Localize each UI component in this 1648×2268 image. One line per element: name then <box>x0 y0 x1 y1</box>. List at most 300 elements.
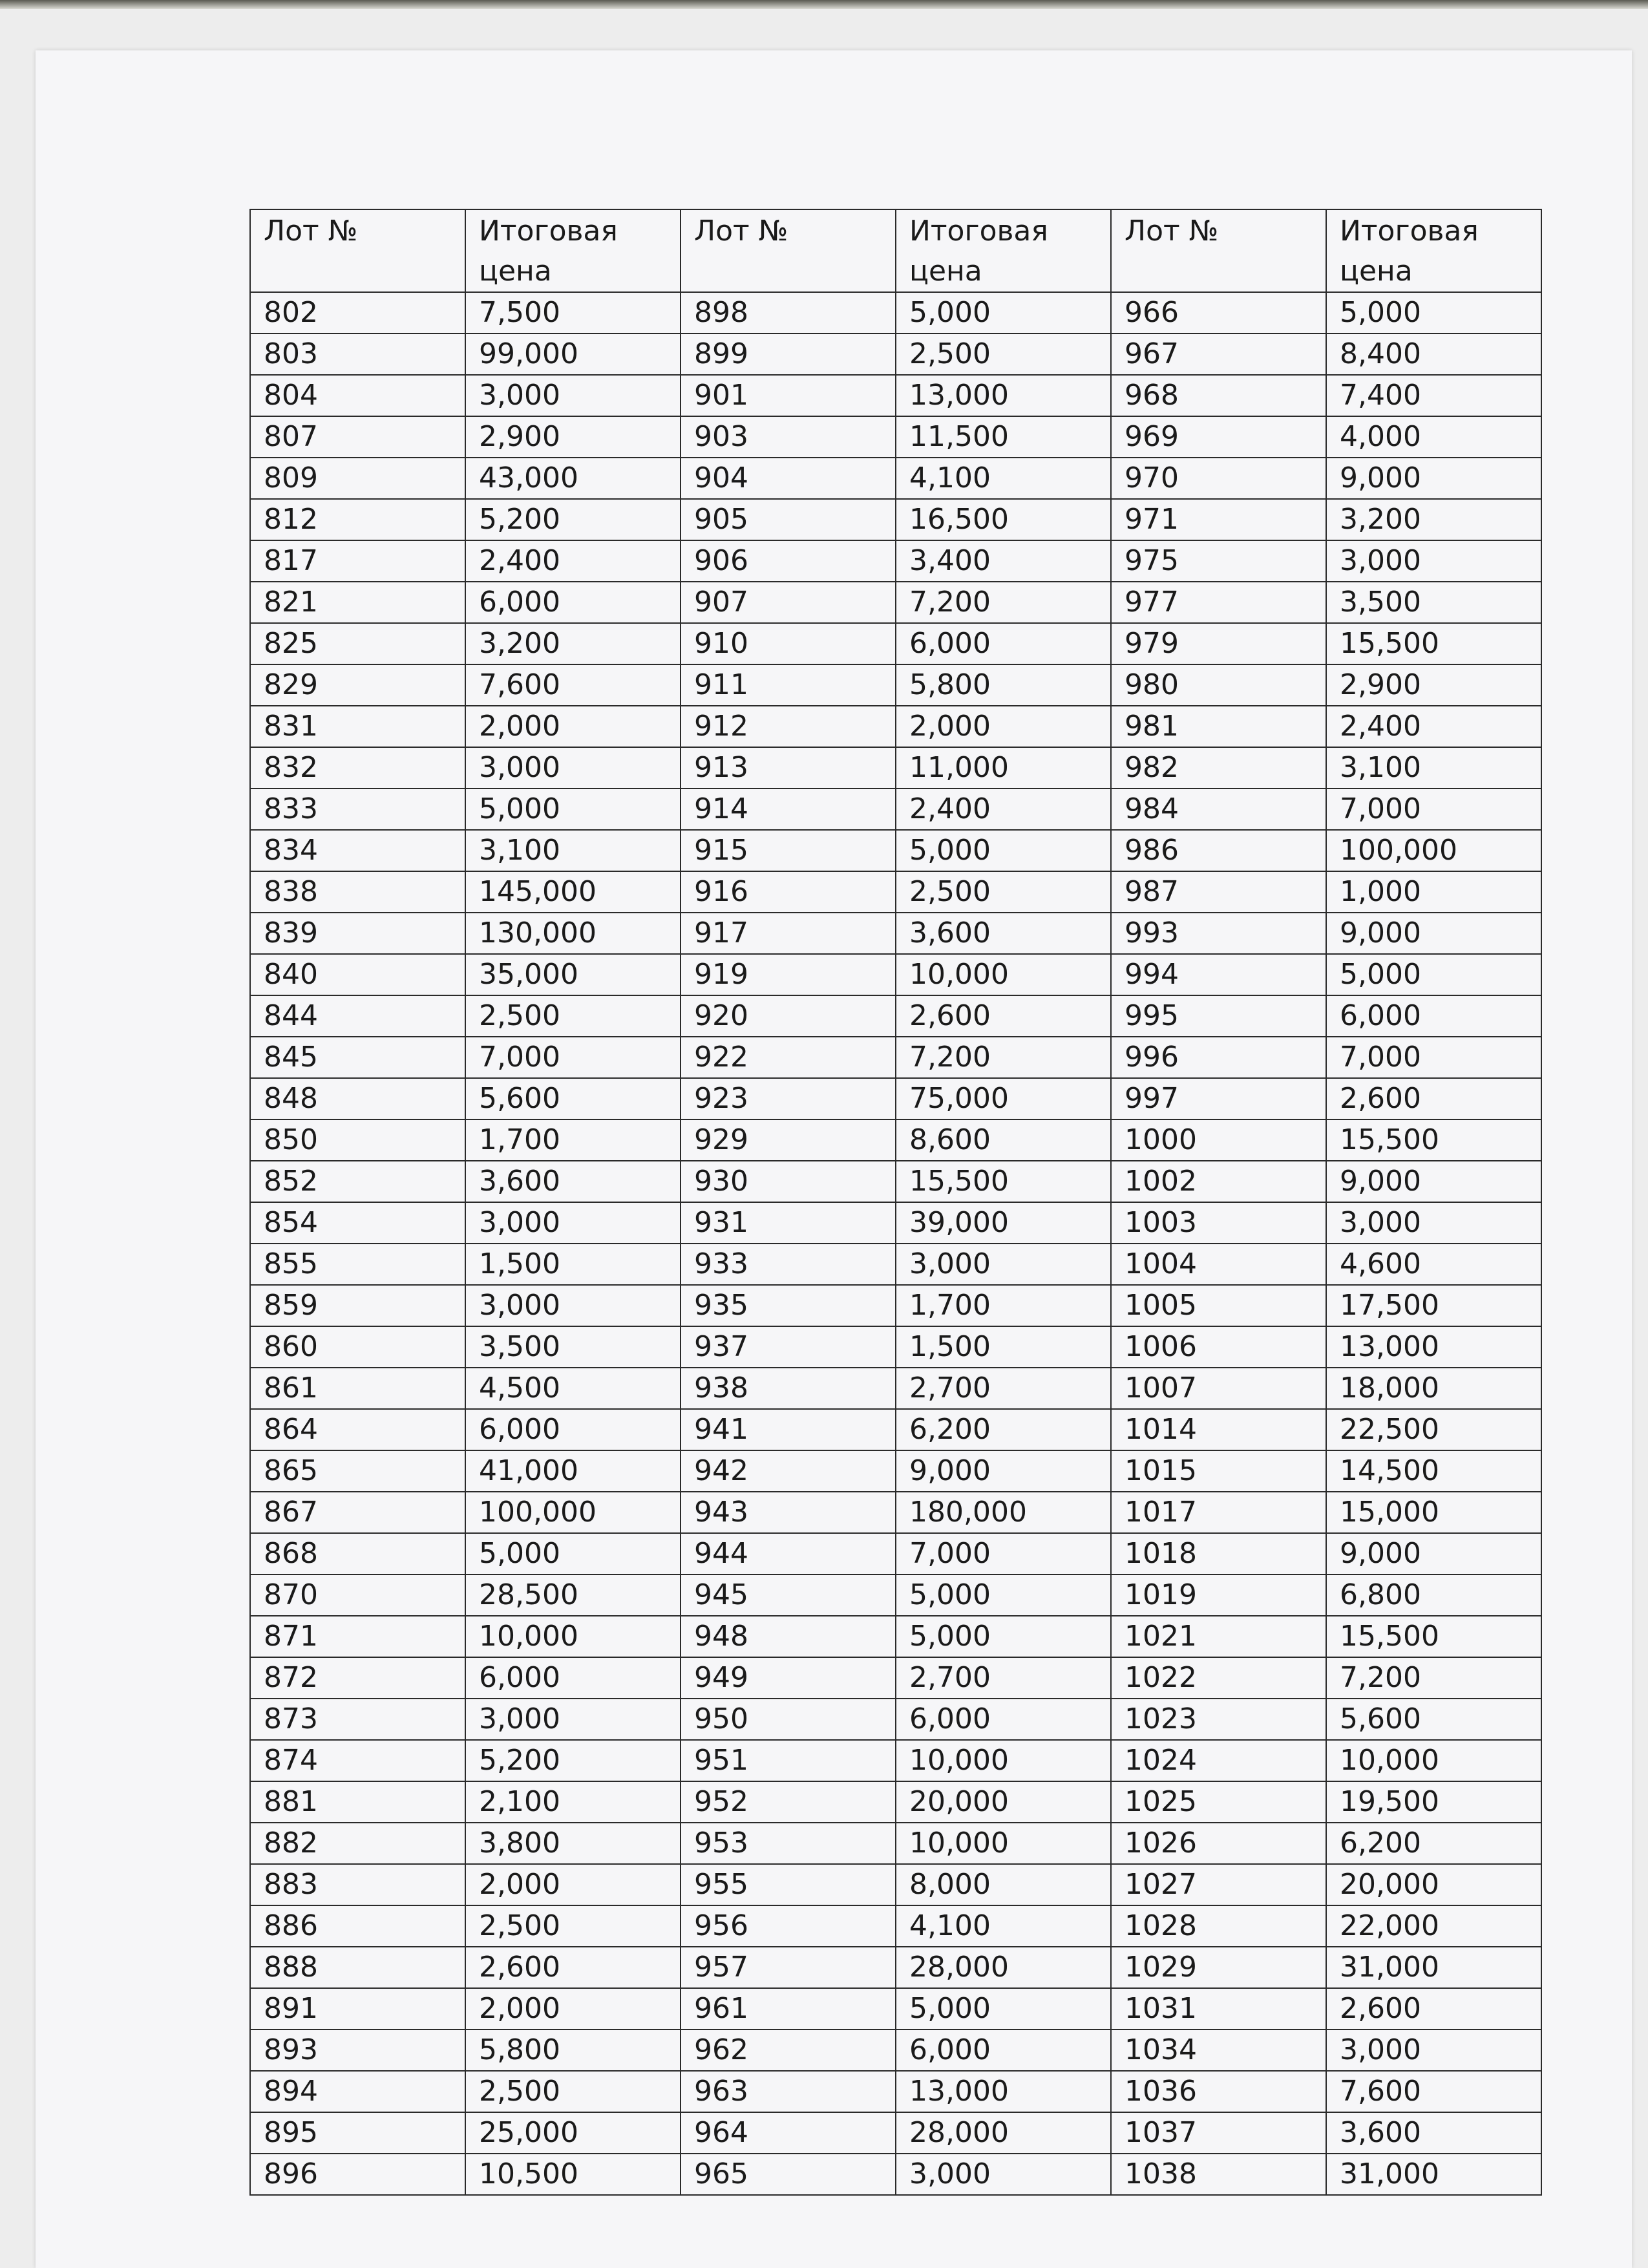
final-price-cell: 10,000 <box>465 1616 681 1657</box>
final-price-cell: 35,000 <box>465 954 681 995</box>
final-price-cell: 19,500 <box>1326 1781 1541 1823</box>
table-row <box>250 499 1541 540</box>
table-row <box>250 458 1541 499</box>
lot-number-cell: 970 <box>1111 458 1326 499</box>
lot-number-cell: 1005 <box>1111 1285 1326 1326</box>
lot-number-cell: 964 <box>681 2112 896 2154</box>
final-price-cell: 3,000 <box>896 1244 1111 1285</box>
final-price-cell: 2,700 <box>896 1657 1111 1699</box>
final-price-cell: 5,600 <box>1326 1699 1541 1740</box>
lot-number-cell: 832 <box>250 747 465 789</box>
lot-number-cell: 872 <box>250 1657 465 1699</box>
lot-number-cell: 961 <box>681 1988 896 2030</box>
final-price-cell: 3,000 <box>465 1285 681 1326</box>
final-price-cell: 22,500 <box>1326 1409 1541 1450</box>
final-price-cell: 3,400 <box>896 540 1111 582</box>
table-row <box>250 2112 1541 2154</box>
final-price-cell: 4,500 <box>465 1368 681 1409</box>
final-price-cell: 43,000 <box>465 458 681 499</box>
final-price-cell: 1,500 <box>896 1326 1111 1368</box>
header-final-price-label: Итоговая цена <box>909 215 1048 288</box>
lot-number-cell: 893 <box>250 2030 465 2071</box>
lot-number-cell: 955 <box>681 1864 896 1905</box>
lot-number-cell: 904 <box>681 458 896 499</box>
lot-number-cell: 997 <box>1111 1078 1326 1119</box>
final-price-cell: 9,000 <box>1326 1533 1541 1574</box>
lot-number-cell: 969 <box>1111 416 1326 458</box>
lot-number-cell: 957 <box>681 1947 896 1988</box>
lot-number-cell: 859 <box>250 1285 465 1326</box>
lot-number-cell: 874 <box>250 1740 465 1781</box>
table-row <box>250 1326 1541 1368</box>
final-price-cell: 20,000 <box>896 1781 1111 1823</box>
lot-number-cell: 984 <box>1111 789 1326 830</box>
lot-number-cell: 1024 <box>1111 1740 1326 1781</box>
final-price-cell: 17,500 <box>1326 1285 1541 1326</box>
final-price-cell: 3,000 <box>465 375 681 416</box>
table-row <box>250 1657 1541 1699</box>
final-price-cell: 7,600 <box>1326 2071 1541 2112</box>
final-price-cell: 2,400 <box>465 540 681 582</box>
final-price-cell: 130,000 <box>465 913 681 954</box>
final-price-cell: 100,000 <box>1326 830 1541 871</box>
table-row <box>250 2071 1541 2112</box>
table-row <box>250 582 1541 623</box>
final-price-cell: 6,000 <box>1326 995 1541 1037</box>
final-price-cell: 8,600 <box>896 1119 1111 1161</box>
lot-number-cell: 839 <box>250 913 465 954</box>
lot-number-cell: 882 <box>250 1823 465 1864</box>
final-price-cell: 15,500 <box>896 1161 1111 1202</box>
table-row <box>250 292 1541 334</box>
lot-number-cell: 899 <box>681 334 896 375</box>
table-row <box>250 1781 1541 1823</box>
final-price-cell: 2,600 <box>896 995 1111 1037</box>
lot-number-cell: 977 <box>1111 582 1326 623</box>
lot-number-cell: 865 <box>250 1450 465 1492</box>
lot-number-cell: 919 <box>681 954 896 995</box>
lot-number-cell: 938 <box>681 1368 896 1409</box>
final-price-cell: 11,000 <box>896 747 1111 789</box>
final-price-cell: 3,000 <box>465 747 681 789</box>
lot-number-cell: 1027 <box>1111 1864 1326 1905</box>
table-row <box>250 1244 1541 1285</box>
header-lot-number: Лот № <box>250 209 465 292</box>
final-price-cell: 5,000 <box>896 292 1111 334</box>
lot-number-cell: 913 <box>681 747 896 789</box>
table-row <box>250 1409 1541 1450</box>
header-final-price <box>896 209 1111 292</box>
final-price-cell: 2,400 <box>896 789 1111 830</box>
final-price-cell: 7,600 <box>465 664 681 706</box>
final-price-cell: 2,500 <box>465 995 681 1037</box>
lot-number-cell: 949 <box>681 1657 896 1699</box>
final-price-cell: 25,000 <box>465 2112 681 2154</box>
table-row <box>250 1450 1541 1492</box>
final-price-cell: 31,000 <box>1326 1947 1541 1988</box>
final-price-cell: 15,500 <box>1326 1119 1541 1161</box>
final-price-cell: 2,400 <box>1326 706 1541 747</box>
lot-number-cell: 963 <box>681 2071 896 2112</box>
lot-number-cell: 891 <box>250 1988 465 2030</box>
table-row <box>250 1947 1541 1988</box>
final-price-cell: 16,500 <box>896 499 1111 540</box>
lot-number-cell: 930 <box>681 1161 896 1202</box>
lot-number-cell: 945 <box>681 1574 896 1616</box>
final-price-cell: 2,000 <box>896 706 1111 747</box>
final-price-cell: 5,000 <box>1326 292 1541 334</box>
table-row <box>250 334 1541 375</box>
lot-number-cell: 807 <box>250 416 465 458</box>
lot-number-cell: 950 <box>681 1699 896 1740</box>
table-row <box>250 789 1541 830</box>
lot-number-cell: 1031 <box>1111 1988 1326 2030</box>
lot-number-cell: 948 <box>681 1616 896 1657</box>
table-row <box>250 1864 1541 1905</box>
lot-number-cell: 861 <box>250 1368 465 1409</box>
lot-number-cell: 1036 <box>1111 2071 1326 2112</box>
lot-number-cell: 916 <box>681 871 896 913</box>
final-price-cell: 10,500 <box>465 2154 681 2195</box>
lot-number-cell: 922 <box>681 1037 896 1078</box>
lot-number-cell: 968 <box>1111 375 1326 416</box>
final-price-cell: 11,500 <box>896 416 1111 458</box>
final-price-cell: 15,500 <box>1326 623 1541 664</box>
table-row <box>250 995 1541 1037</box>
final-price-cell: 10,000 <box>896 954 1111 995</box>
final-price-cell: 3,500 <box>465 1326 681 1368</box>
lot-number-cell: 1014 <box>1111 1409 1326 1450</box>
lot-number-cell: 854 <box>250 1202 465 1244</box>
lot-number-cell: 912 <box>681 706 896 747</box>
table-row <box>250 1368 1541 1409</box>
final-price-cell: 31,000 <box>1326 2154 1541 2195</box>
table-row <box>250 540 1541 582</box>
final-price-cell: 3,200 <box>465 623 681 664</box>
lot-number-cell: 987 <box>1111 871 1326 913</box>
lot-number-cell: 1037 <box>1111 2112 1326 2154</box>
final-price-cell: 9,000 <box>1326 1161 1541 1202</box>
final-price-cell: 3,600 <box>896 913 1111 954</box>
lot-number-cell: 809 <box>250 458 465 499</box>
lot-number-cell: 996 <box>1111 1037 1326 1078</box>
lot-number-cell: 831 <box>250 706 465 747</box>
table-row <box>250 1037 1541 1078</box>
final-price-cell: 28,500 <box>465 1574 681 1616</box>
lot-number-cell: 852 <box>250 1161 465 1202</box>
lot-number-cell: 929 <box>681 1119 896 1161</box>
lot-number-cell: 1015 <box>1111 1450 1326 1492</box>
table-header-row <box>250 209 1541 292</box>
scan-edge <box>0 0 1648 9</box>
lot-number-cell: 941 <box>681 1409 896 1450</box>
table-row <box>250 623 1541 664</box>
lot-number-cell: 966 <box>1111 292 1326 334</box>
lot-number-cell: 881 <box>250 1781 465 1823</box>
final-price-cell: 41,000 <box>465 1450 681 1492</box>
final-price-cell: 9,000 <box>1326 913 1541 954</box>
final-price-cell: 5,000 <box>465 1533 681 1574</box>
lot-number-cell: 896 <box>250 2154 465 2195</box>
final-price-cell: 5,000 <box>896 1988 1111 2030</box>
lot-number-cell: 868 <box>250 1533 465 1574</box>
lot-number-cell: 962 <box>681 2030 896 2071</box>
final-price-cell: 6,000 <box>465 1409 681 1450</box>
table-row <box>250 1161 1541 1202</box>
lot-number-cell: 981 <box>1111 706 1326 747</box>
final-price-cell: 39,000 <box>896 1202 1111 1244</box>
lot-number-cell: 956 <box>681 1905 896 1947</box>
lot-number-cell: 838 <box>250 871 465 913</box>
lot-number-cell: 1003 <box>1111 1202 1326 1244</box>
table-row <box>250 1202 1541 1244</box>
final-price-cell: 3,600 <box>465 1161 681 1202</box>
final-price-cell: 145,000 <box>465 871 681 913</box>
lot-number-cell: 1026 <box>1111 1823 1326 1864</box>
table-row <box>250 375 1541 416</box>
final-price-cell: 7,000 <box>1326 1037 1541 1078</box>
lot-number-cell: 907 <box>681 582 896 623</box>
final-price-cell: 22,000 <box>1326 1905 1541 1947</box>
lot-number-cell: 895 <box>250 2112 465 2154</box>
lot-number-cell: 825 <box>250 623 465 664</box>
lot-number-cell: 967 <box>1111 334 1326 375</box>
lot-number-cell: 937 <box>681 1326 896 1368</box>
lot-number-cell: 901 <box>681 375 896 416</box>
final-price-cell: 2,600 <box>1326 1078 1541 1119</box>
final-price-cell: 5,800 <box>465 2030 681 2071</box>
final-price-cell: 6,000 <box>465 1657 681 1699</box>
table-row <box>250 664 1541 706</box>
final-price-cell: 7,000 <box>465 1037 681 1078</box>
lot-number-cell: 980 <box>1111 664 1326 706</box>
lot-number-cell: 953 <box>681 1823 896 1864</box>
final-price-cell: 7,200 <box>896 582 1111 623</box>
lot-number-cell: 834 <box>250 830 465 871</box>
final-price-cell: 7,000 <box>896 1533 1111 1574</box>
table-row <box>250 1285 1541 1326</box>
lot-number-cell: 943 <box>681 1492 896 1533</box>
lot-number-cell: 845 <box>250 1037 465 1078</box>
lot-number-cell: 923 <box>681 1078 896 1119</box>
final-price-cell: 2,500 <box>465 2071 681 2112</box>
table-row <box>250 416 1541 458</box>
lot-number-cell: 993 <box>1111 913 1326 954</box>
lot-number-cell: 855 <box>250 1244 465 1285</box>
lot-number-cell: 914 <box>681 789 896 830</box>
final-price-cell: 2,700 <box>896 1368 1111 1409</box>
lot-number-cell: 802 <box>250 292 465 334</box>
final-price-cell: 4,600 <box>1326 1244 1541 1285</box>
final-price-cell: 75,000 <box>896 1078 1111 1119</box>
final-price-cell: 5,000 <box>896 1616 1111 1657</box>
table-row <box>250 747 1541 789</box>
table-row <box>250 954 1541 995</box>
table-row <box>250 1119 1541 1161</box>
lot-number-cell: 1004 <box>1111 1244 1326 1285</box>
lot-number-cell: 803 <box>250 334 465 375</box>
final-price-cell: 6,000 <box>465 582 681 623</box>
lot-number-cell: 1028 <box>1111 1905 1326 1947</box>
final-price-cell: 2,900 <box>1326 664 1541 706</box>
lot-number-cell: 915 <box>681 830 896 871</box>
header-final-price <box>465 209 681 292</box>
final-price-cell: 4,000 <box>1326 416 1541 458</box>
table-row <box>250 830 1541 871</box>
final-price-cell: 5,200 <box>465 1740 681 1781</box>
final-price-cell: 3,000 <box>1326 540 1541 582</box>
lot-number-cell: 951 <box>681 1740 896 1781</box>
lot-number-cell: 821 <box>250 582 465 623</box>
final-price-cell: 7,200 <box>896 1037 1111 1078</box>
final-price-cell: 3,800 <box>465 1823 681 1864</box>
lot-number-cell: 1021 <box>1111 1616 1326 1657</box>
header-lot-number: Лот № <box>1111 209 1326 292</box>
final-price-cell: 1,700 <box>896 1285 1111 1326</box>
lot-number-cell: 1029 <box>1111 1947 1326 1988</box>
lot-number-cell: 971 <box>1111 499 1326 540</box>
lot-number-cell: 1018 <box>1111 1533 1326 1574</box>
lot-number-cell: 1025 <box>1111 1781 1326 1823</box>
final-price-cell: 20,000 <box>1326 1864 1541 1905</box>
final-price-cell: 5,800 <box>896 664 1111 706</box>
lot-number-cell: 873 <box>250 1699 465 1740</box>
final-price-cell: 6,000 <box>896 2030 1111 2071</box>
lot-number-cell: 994 <box>1111 954 1326 995</box>
lot-number-cell: 982 <box>1111 747 1326 789</box>
final-price-cell: 5,600 <box>465 1078 681 1119</box>
final-price-cell: 13,000 <box>896 375 1111 416</box>
final-price-cell: 2,500 <box>896 334 1111 375</box>
lot-number-cell: 944 <box>681 1533 896 1574</box>
final-price-cell: 6,000 <box>896 623 1111 664</box>
final-price-cell: 9,000 <box>896 1450 1111 1492</box>
table-row <box>250 1078 1541 1119</box>
final-price-cell: 10,000 <box>1326 1740 1541 1781</box>
final-price-cell: 4,100 <box>896 458 1111 499</box>
lot-number-cell: 870 <box>250 1574 465 1616</box>
final-price-cell: 6,000 <box>896 1699 1111 1740</box>
lot-number-cell: 911 <box>681 664 896 706</box>
lot-number-cell: 952 <box>681 1781 896 1823</box>
final-price-cell: 180,000 <box>896 1492 1111 1533</box>
final-price-cell: 15,000 <box>1326 1492 1541 1533</box>
table-row <box>250 1740 1541 1781</box>
final-price-cell: 2,500 <box>896 871 1111 913</box>
final-price-cell: 6,200 <box>1326 1823 1541 1864</box>
lot-number-cell: 844 <box>250 995 465 1037</box>
lot-number-cell: 906 <box>681 540 896 582</box>
final-price-cell: 5,000 <box>896 830 1111 871</box>
lot-number-cell: 817 <box>250 540 465 582</box>
table-row <box>250 706 1541 747</box>
lot-number-cell: 1038 <box>1111 2154 1326 2195</box>
lot-number-cell: 905 <box>681 499 896 540</box>
final-price-cell: 3,600 <box>1326 2112 1541 2154</box>
final-price-cell: 9,000 <box>1326 458 1541 499</box>
lot-number-cell: 804 <box>250 375 465 416</box>
final-price-cell: 28,000 <box>896 2112 1111 2154</box>
lot-number-cell: 812 <box>250 499 465 540</box>
lot-number-cell: 867 <box>250 1492 465 1533</box>
table-row <box>250 1988 1541 2030</box>
final-price-cell: 2,000 <box>465 1988 681 2030</box>
final-price-cell: 3,000 <box>465 1202 681 1244</box>
lot-number-cell: 829 <box>250 664 465 706</box>
table-row <box>250 1905 1541 1947</box>
final-price-cell: 3,100 <box>465 830 681 871</box>
table-row <box>250 1823 1541 1864</box>
lot-number-cell: 965 <box>681 2154 896 2195</box>
lot-number-cell: 860 <box>250 1326 465 1368</box>
lot-number-cell: 979 <box>1111 623 1326 664</box>
final-price-cell: 99,000 <box>465 334 681 375</box>
lot-number-cell: 931 <box>681 1202 896 1244</box>
final-price-cell: 14,500 <box>1326 1450 1541 1492</box>
final-price-cell: 15,500 <box>1326 1616 1541 1657</box>
table-row <box>250 913 1541 954</box>
lot-number-cell: 898 <box>681 292 896 334</box>
final-price-cell: 5,200 <box>465 499 681 540</box>
final-price-cell: 1,700 <box>465 1119 681 1161</box>
final-price-cell: 100,000 <box>465 1492 681 1533</box>
lot-number-cell: 933 <box>681 1244 896 1285</box>
table-row <box>250 1699 1541 1740</box>
lot-number-cell: 894 <box>250 2071 465 2112</box>
final-price-cell: 2,000 <box>465 706 681 747</box>
final-price-cell: 3,000 <box>465 1699 681 1740</box>
final-price-cell: 2,500 <box>465 1905 681 1947</box>
table-row <box>250 1616 1541 1657</box>
lot-number-cell: 1006 <box>1111 1326 1326 1368</box>
lot-number-cell: 1007 <box>1111 1368 1326 1409</box>
final-price-cell: 6,800 <box>1326 1574 1541 1616</box>
table-row <box>250 871 1541 913</box>
lot-number-cell: 883 <box>250 1864 465 1905</box>
final-price-cell: 7,200 <box>1326 1657 1541 1699</box>
final-price-cell: 5,000 <box>896 1574 1111 1616</box>
table-body <box>250 292 1541 2195</box>
lot-number-cell: 1000 <box>1111 1119 1326 1161</box>
final-price-cell: 1,500 <box>465 1244 681 1285</box>
header-final-price-label: Итоговая цена <box>479 215 618 288</box>
lot-number-cell: 1017 <box>1111 1492 1326 1533</box>
table-row <box>250 1492 1541 1533</box>
final-price-cell: 2,600 <box>465 1947 681 1988</box>
header-final-price-label: Итоговая цена <box>1340 215 1479 288</box>
lot-number-cell: 1022 <box>1111 1657 1326 1699</box>
lot-number-cell: 942 <box>681 1450 896 1492</box>
final-price-cell: 2,600 <box>1326 1988 1541 2030</box>
lot-number-cell: 1019 <box>1111 1574 1326 1616</box>
header-final-price <box>1326 209 1541 292</box>
final-price-cell: 3,000 <box>1326 1202 1541 1244</box>
lot-number-cell: 903 <box>681 416 896 458</box>
lot-number-cell: 1034 <box>1111 2030 1326 2071</box>
final-price-cell: 8,400 <box>1326 334 1541 375</box>
final-price-cell: 13,000 <box>896 2071 1111 2112</box>
table-row <box>250 1533 1541 1574</box>
lot-number-cell: 986 <box>1111 830 1326 871</box>
lot-number-cell: 1023 <box>1111 1699 1326 1740</box>
lot-number-cell: 910 <box>681 623 896 664</box>
final-price-cell: 28,000 <box>896 1947 1111 1988</box>
lot-number-cell: 995 <box>1111 995 1326 1037</box>
final-price-cell: 18,000 <box>1326 1368 1541 1409</box>
final-price-cell: 7,400 <box>1326 375 1541 416</box>
final-price-cell: 7,000 <box>1326 789 1541 830</box>
lot-number-cell: 920 <box>681 995 896 1037</box>
